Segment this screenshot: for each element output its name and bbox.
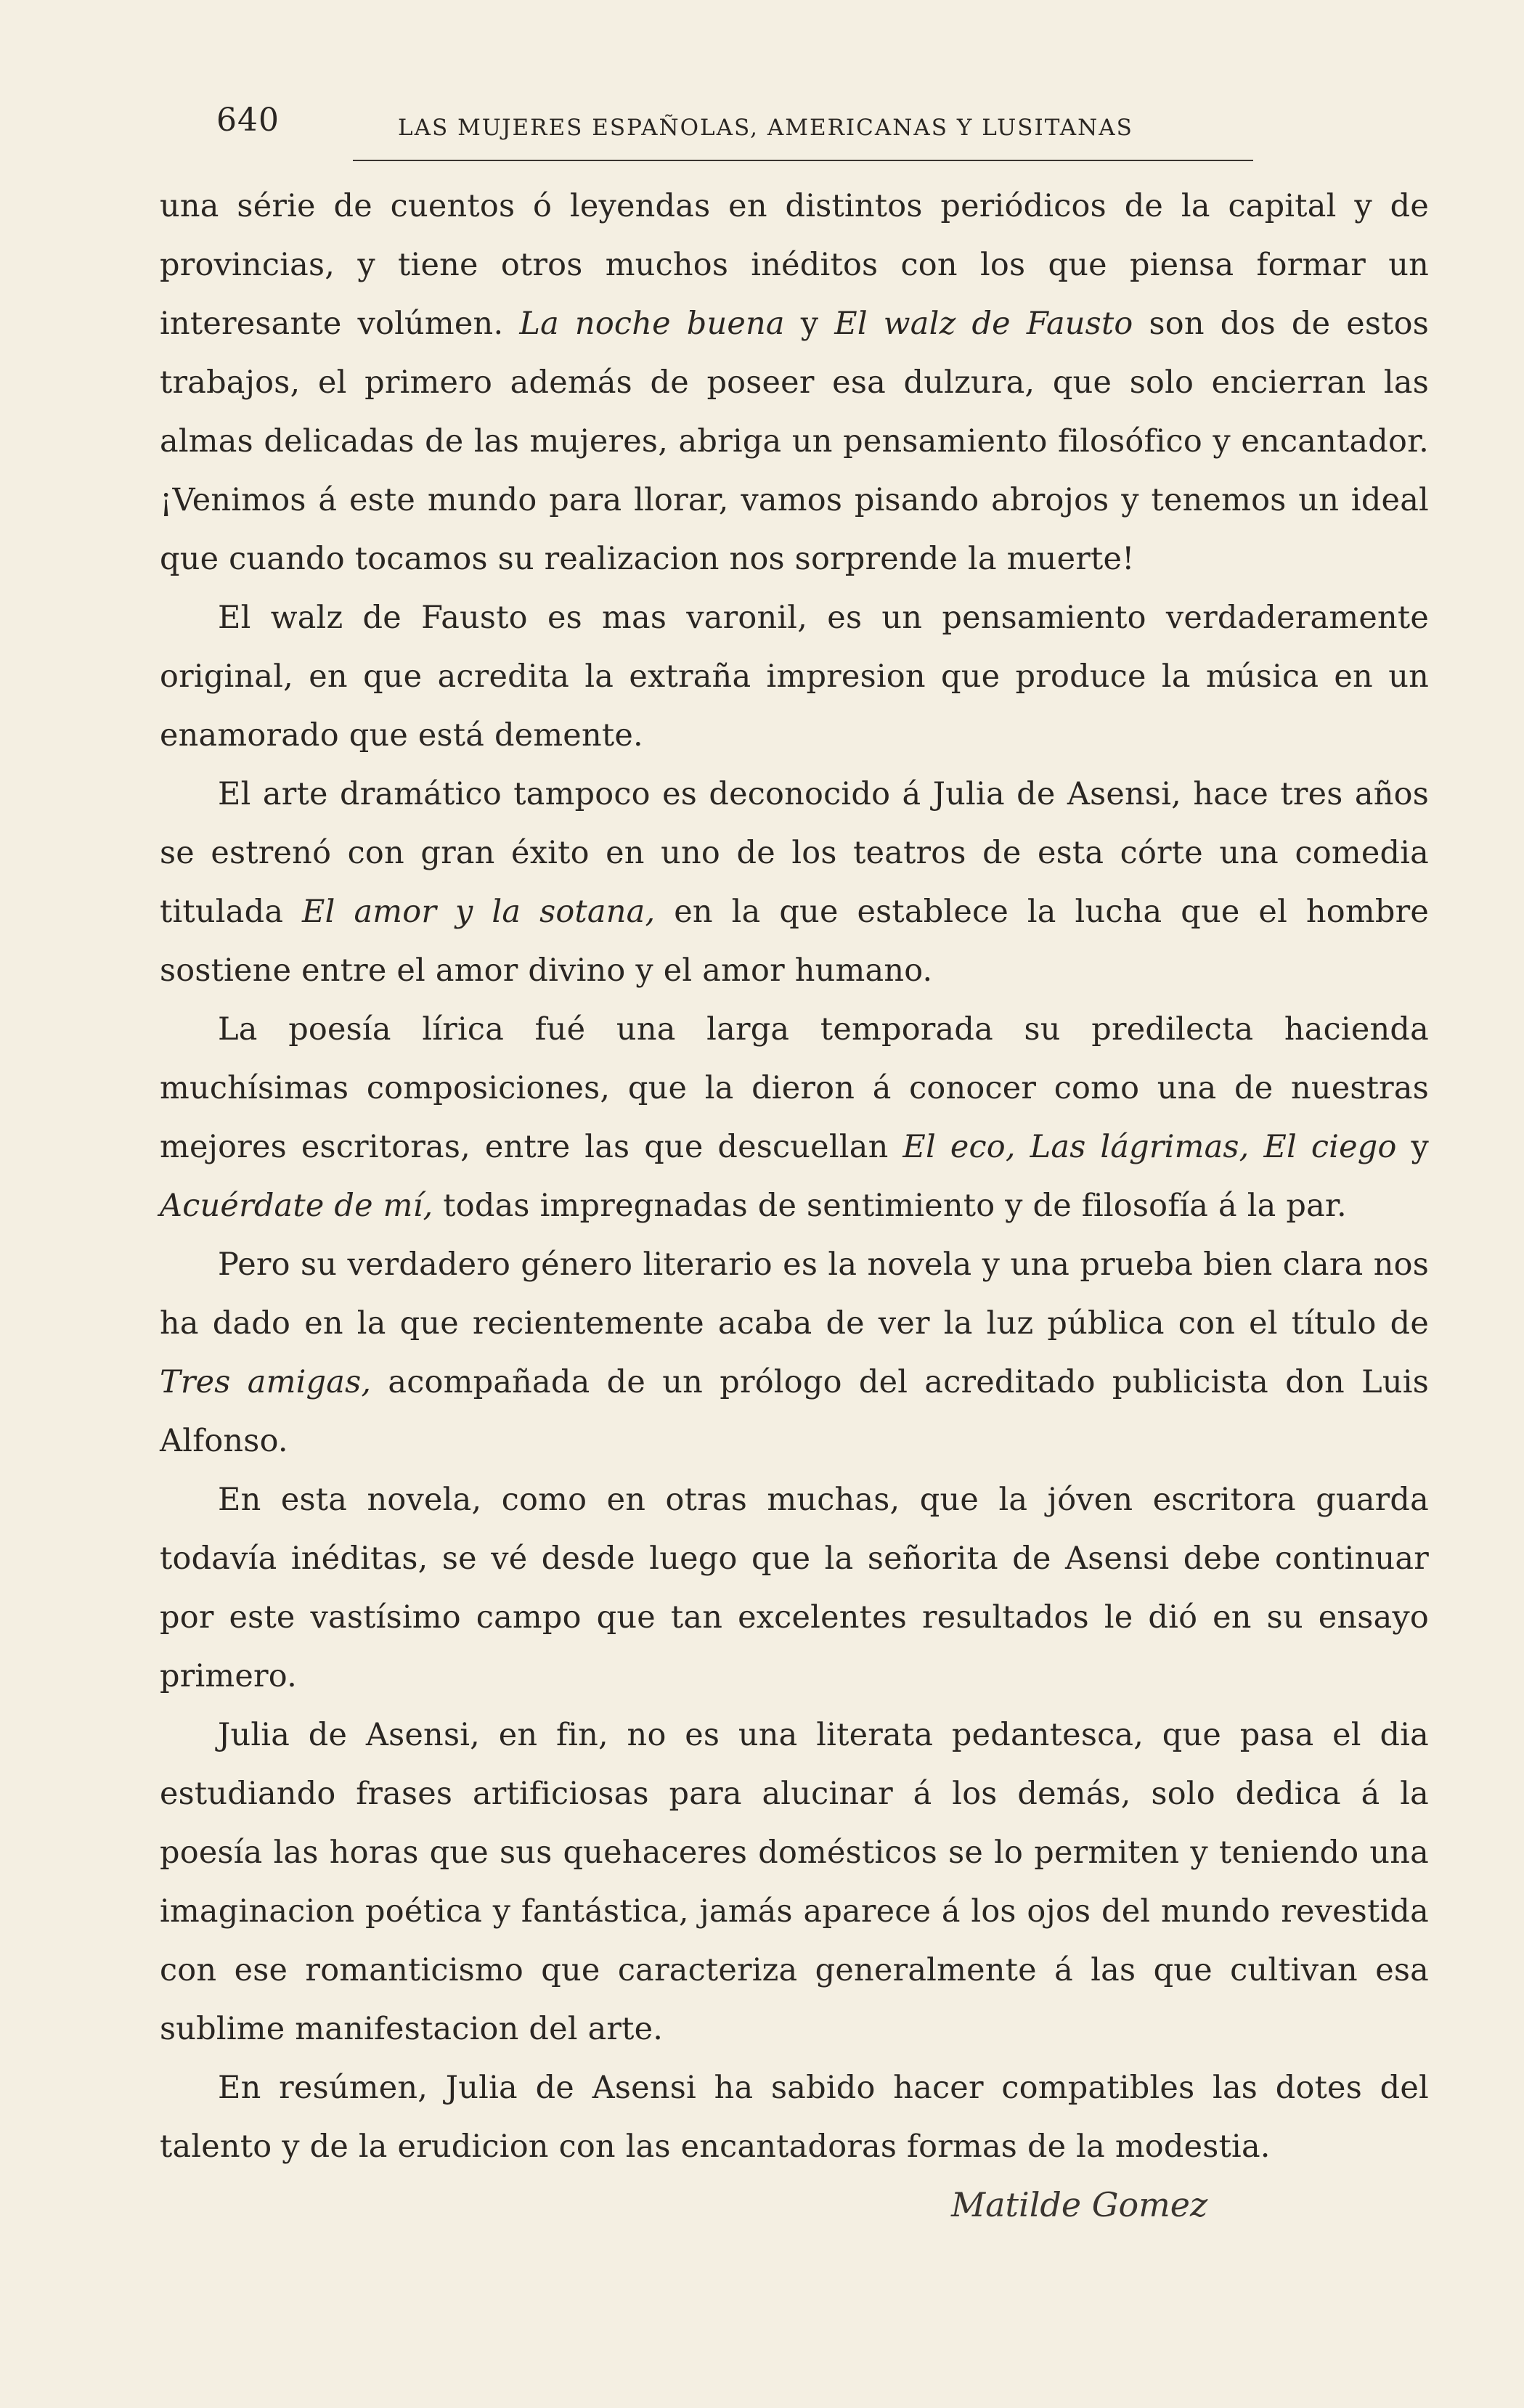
title-el-amor-y-la-sotana: El amor y la sotana, bbox=[302, 894, 656, 930]
header-rule bbox=[353, 160, 1253, 161]
title-la-noche-buena: La noche buena bbox=[519, 306, 785, 342]
paragraph: Pero su verdadero género literario es la novela y una prueba bien clara nos ha dado en la que recientemente acaba de ver la luz pública con el título de Tres amigas, acompañada de un prólogo del acreditado publicista don Luis Alfonso. bbox=[160, 1246, 1429, 1459]
title-tres-amigas: Tres amigas, bbox=[160, 1364, 372, 1400]
paragraph: La poesía lírica fué una larga temporada su predilecta hacienda muchísimas composiciones, que la dieron á conocer como una de nuestras mejores escritoras, entre las que descuellan El eco, Las lágrimas, El ciego y Acuérdate de mí, todas impregnadas de sentimiento y de filosofía á la par. bbox=[160, 1011, 1429, 1224]
title-poems: El eco, Las lágrimas, El ciego bbox=[902, 1129, 1397, 1165]
page-number: 640 bbox=[216, 102, 280, 139]
paragraph: una série de cuentos ó leyendas en distintos periódicos de la capital y de provincias, y tiene otros muchos inéditos con los que piensa formar un interesante volúmen. La noche buena y El walz de Fausto son dos de estos trabajos, el primero además de poseer esa dulzura, que solo encierran las almas delicadas de las mujeres, abriga un pensamiento filosófico y encantador. ¡Venimos á este mundo para llorar, vamos pisando abrojos y tenemos un ideal que cuando tocamos su realizacion nos sorprende la muerte! bbox=[160, 188, 1429, 577]
paragraph: El walz de Fausto es mas varonil, es un pensamiento verdaderamente original, en que acredita la extraña impresion que produce la música en un enamorado que está demente. bbox=[160, 600, 1429, 754]
title-acuerdate-de-mi: Acuérdate de mí, bbox=[160, 1188, 433, 1224]
body-text bbox=[160, 177, 1429, 2176]
paragraph: En resúmen, Julia de Asensi ha sabido hacer compatibles las dotes del talento y de la erudicion con las encantadoras formas de la modestia. bbox=[160, 2070, 1429, 2165]
author-signature: Matilde Gomez bbox=[951, 2185, 1208, 2224]
running-title: LAS MUJERES ESPAÑOLAS, AMERICANAS Y LUSITANAS bbox=[398, 115, 1133, 141]
paragraph: El arte dramático tampoco es deconocido á Julia de Asensi, hace tres años se estrenó con gran éxito en uno de los teatros de esta córte una comedia titulada El amor y la sotana, en la que establece la lucha que el hombre sostiene entre el amor divino y el amor humano. bbox=[160, 776, 1429, 989]
title-el-walz-de-fausto: El walz de Fausto bbox=[834, 306, 1133, 342]
paragraph: En esta novela, como en otras muchas, que la jóven escritora guarda todavía inéditas, se vé desde luego que la señorita de Asensi debe continuar por este vastísimo campo que tan excelentes resultados le dió en su ensayo primero. bbox=[160, 1482, 1429, 1694]
paragraph: Julia de Asensi, en fin, no es una literata pedantesca, que pasa el dia estudiando frases artificiosas para alucinar á los demás, solo dedica á la poesía las horas que sus quehaceres domésticos se lo permiten y teniendo una imaginacion poética y fantástica, jamás aparece á los ojos del mundo revestida con ese romanticismo que caracteriza generalmente á las que cultivan esa sublime manifestacion del arte. bbox=[160, 1717, 1429, 2047]
